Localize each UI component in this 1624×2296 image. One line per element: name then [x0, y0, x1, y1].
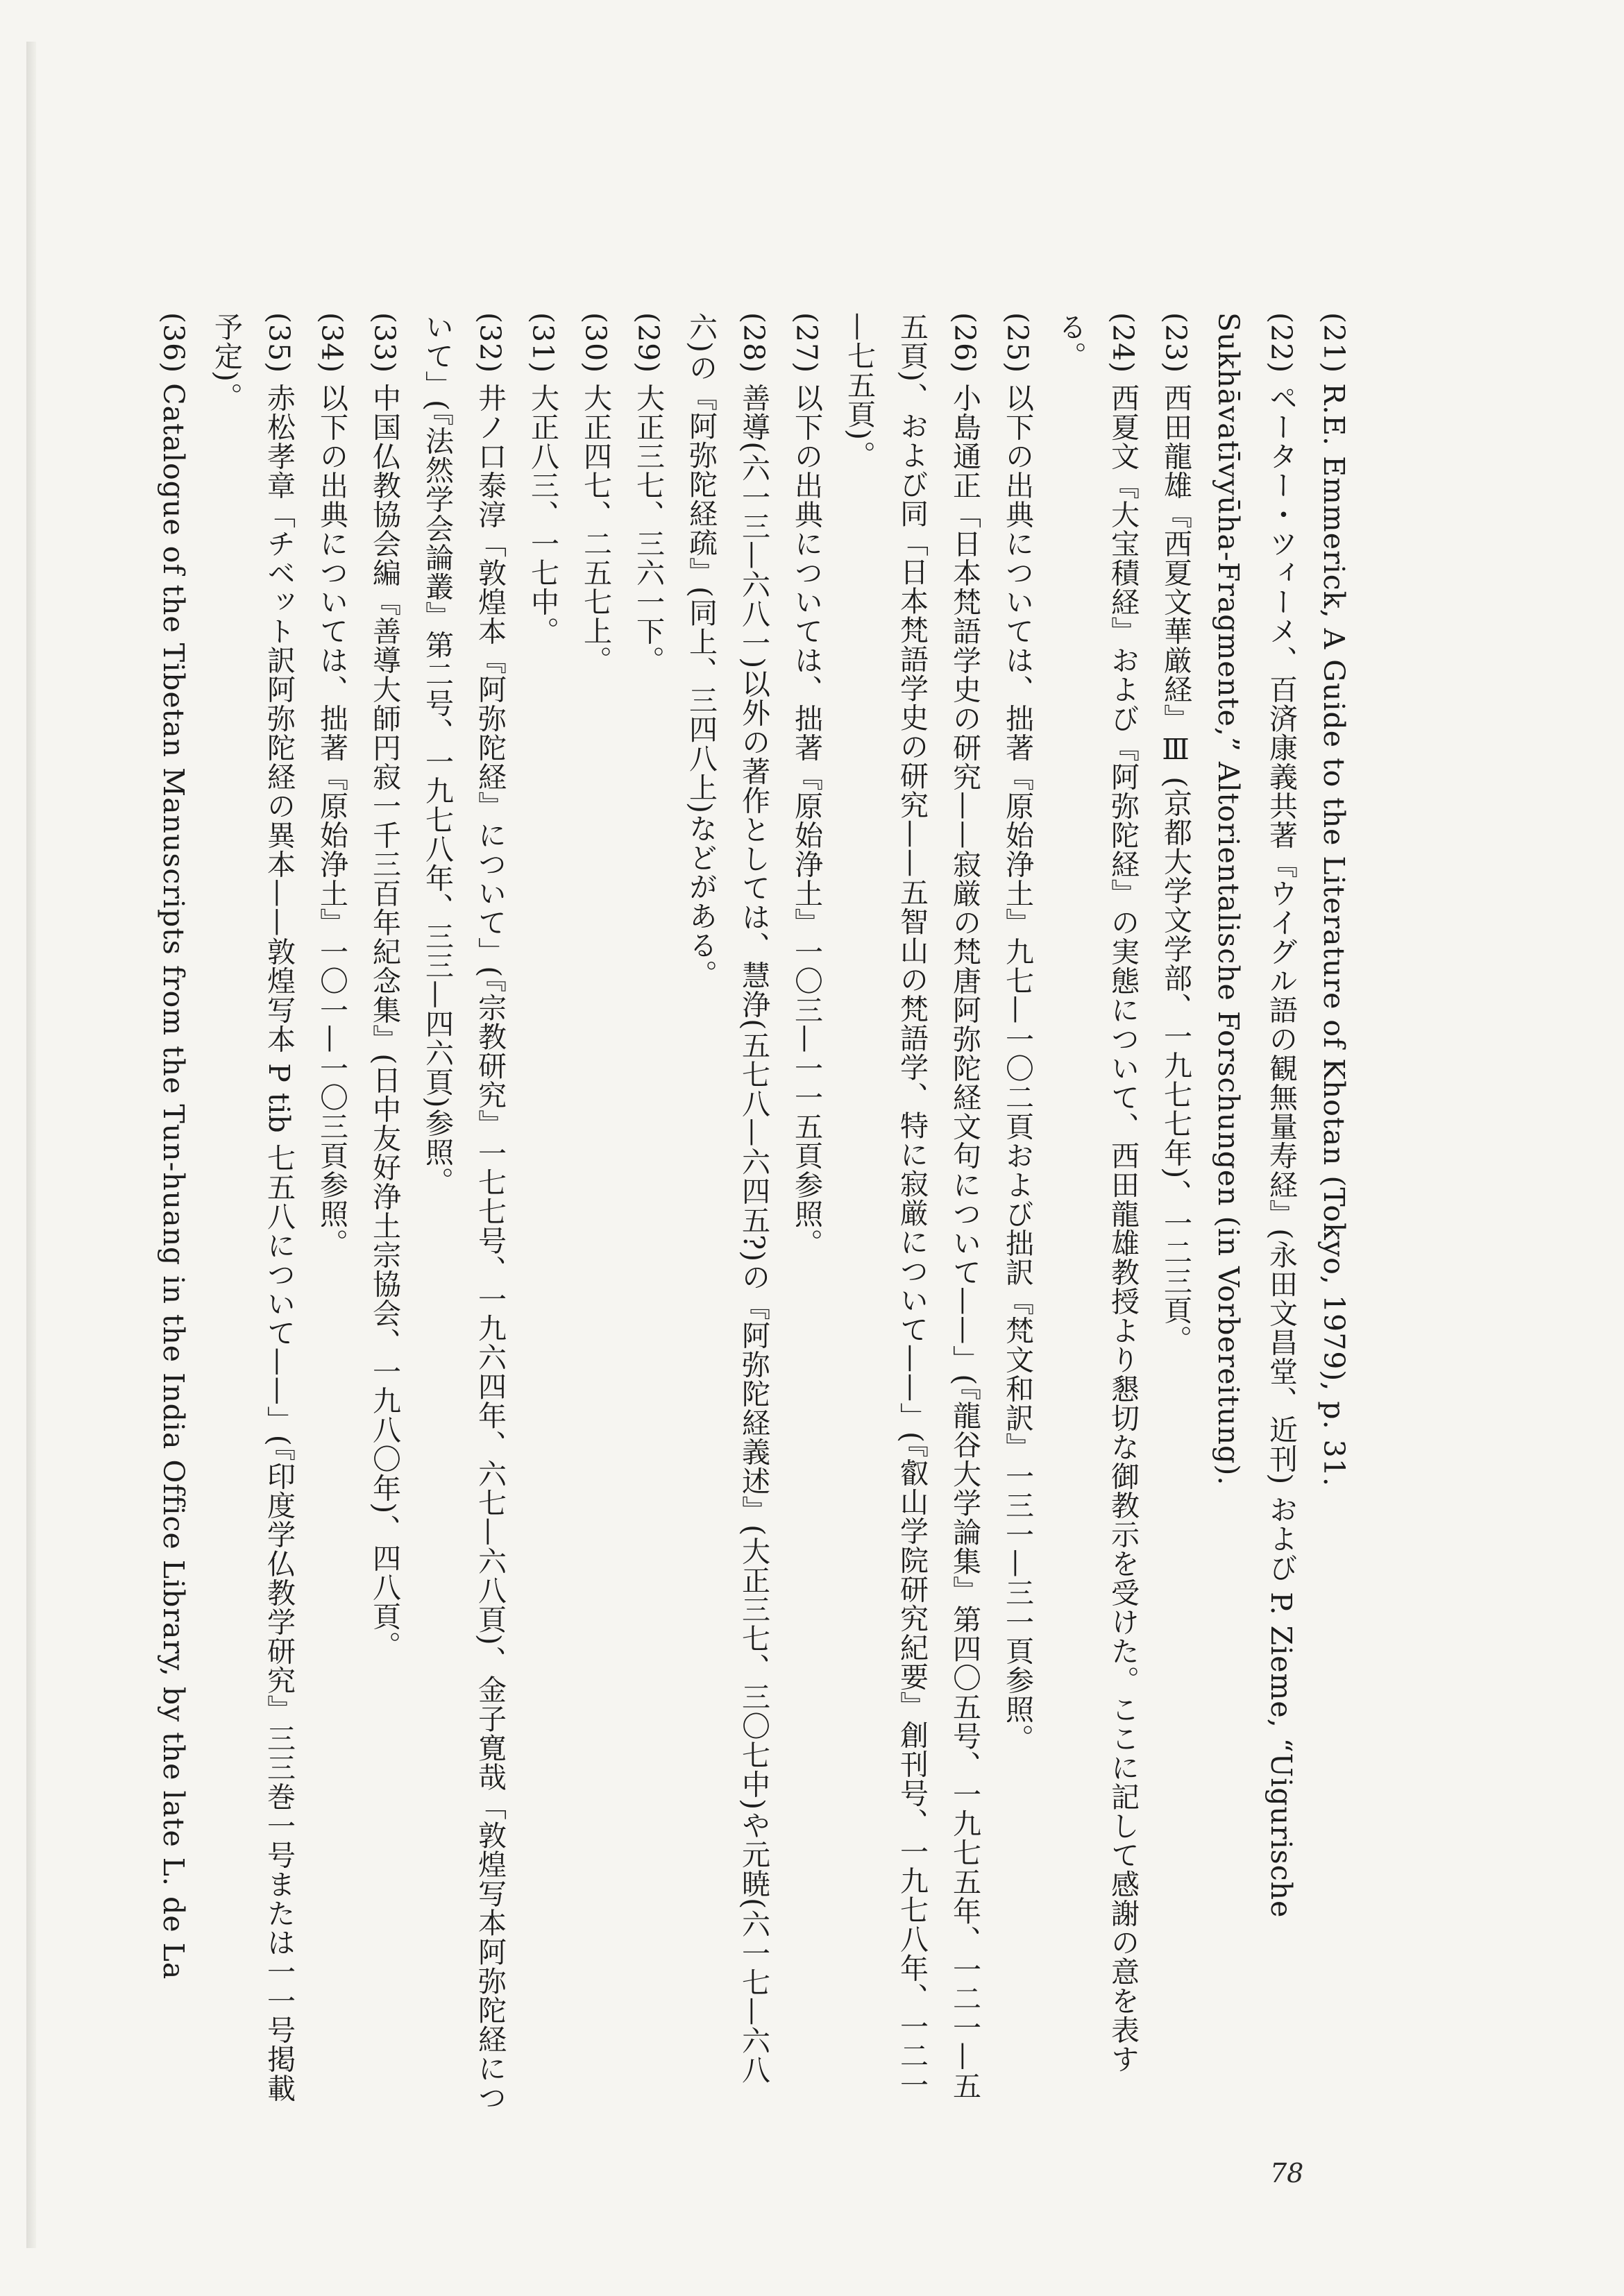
endnote-number: (28) [737, 312, 770, 374]
endnote-number: (30) [579, 312, 612, 374]
endnote-number: (29) [632, 312, 665, 374]
endnote [305, 312, 358, 2116]
endnote-text: 西夏文『大宝積経』および『阿弥陀経』の実態について、西田龍雄教授より懇切な御教示を受けた。ここに記して感謝の意を表する。 [1054, 312, 1140, 2074]
endnote-text: R.E. Emmerick, A Guide to the Literature of Khotan (Tokyo, 1979), p. 31. [1317, 383, 1351, 1487]
endnote-number: (36) [157, 312, 190, 374]
endnote-text: ペーター・ツィーメ、百済康義共著『ウイグル語の観無量寿経』(永田文昌堂、近刊) および P. Zieme, “Uigurische Sukhāvatīvyūha-Fragmente,” Altorientalische Forschungen (in Vorbereitung). [1212, 312, 1298, 1919]
endnote-text: 大正八三、一七中。 [526, 383, 559, 646]
endnote [833, 312, 991, 2116]
endnote-text: 大正四七、二五七上。 [579, 383, 612, 675]
endnote [411, 312, 516, 2116]
endnote-text: 赤松孝章「チベット訳阿弥陀経の異本——敦煌写本 P tib 七五八について——」(『印度学仏教学研究』三三巻一号または一一号掲載予定)。 [210, 312, 296, 2103]
endnote [1308, 312, 1360, 2116]
endnote [147, 312, 200, 2116]
endnote-number: (24) [1106, 312, 1140, 374]
endnote-number: (34) [315, 312, 348, 374]
endnote-text: 以下の出典については、拙著『原始浄土』一〇一—一〇三頁参照。 [315, 383, 348, 1258]
endnote [622, 312, 675, 2116]
page-number: 78 [1270, 2158, 1304, 2188]
endnote [200, 312, 305, 2116]
endnote-number: (26) [948, 312, 981, 374]
endnotes-block [147, 312, 1360, 2116]
endnote-number: (33) [368, 312, 401, 374]
endnote-text: 以下の出典については、拙著『原始浄土』九七—一〇二頁および拙訳『梵文和訳』一三一—三一頁参照。 [1001, 383, 1034, 1753]
endnote [675, 312, 780, 2116]
endnote-text: 中国仏教協会編『善導大師円寂一千三百年紀念集』(日中友好浄土宗協会、一九八〇年)、四八頁。 [368, 383, 401, 1660]
endnote-number: (25) [1001, 312, 1034, 374]
endnote-number: (35) [262, 312, 296, 374]
endnote-text: 善導(六一三—六八一)以外の著作としては、慧浄(五七八—六四五?)の『阿弥陀経義述』(大正三七、三〇七中)や元暁(六一七—六八六)の『阿弥陀経疏』(同上、三四八上)などがある。 [684, 312, 770, 2085]
endnote-text: 大正三七、三六一下。 [632, 383, 665, 675]
endnote [991, 312, 1044, 2116]
endnote-text: Catalogue of the Tibetan Manuscripts from the Tun-huang in the India Office Library, by the late L. de La [157, 383, 190, 1980]
endnote [569, 312, 622, 2116]
endnote [1044, 312, 1149, 2116]
page-binding-edge [26, 42, 36, 2248]
endnote-number: (21) [1317, 312, 1351, 374]
endnote-text: 小島通正「日本梵語学史の研究——寂厳の梵唐阿弥陀経文句について——」(『龍谷大学論集』第四〇五号、一九七五年、一二一—五五頁)、および同「日本梵語学史の研究——五智山の梵語学、特に寂厳について——」(『叡山学院研究紀要』創刊号、一九七八年、一二一—七五頁)。 [843, 312, 981, 2100]
endnote [1149, 312, 1202, 2116]
endnote-text: 以下の出典については、拙著『原始浄土』一〇三—一一五頁参照。 [790, 383, 823, 1258]
endnote-number: (32) [473, 312, 507, 374]
endnote-text: 西田龍雄『西夏文華厳経』Ⅲ (京都大学文学部、一九七七年)、一二三頁。 [1159, 383, 1192, 1354]
endnote-number: (31) [526, 312, 559, 374]
endnote-number: (27) [790, 312, 823, 374]
endnote [358, 312, 411, 2116]
endnote-number: (22) [1264, 312, 1298, 374]
endnote [516, 312, 569, 2116]
endnote [1202, 312, 1308, 2116]
endnote-text: 井ノ口泰淳「敦煌本『阿弥陀経』について」(『宗教研究』一七七号、一九六四年、六七—六八頁)、金子寛哉「敦煌写本阿弥陀経について」(『法然学会論叢』第二号、一九七八年、三三—四六頁)参照。 [421, 312, 507, 2112]
endnote [780, 312, 833, 2116]
endnote-number: (23) [1159, 312, 1192, 374]
